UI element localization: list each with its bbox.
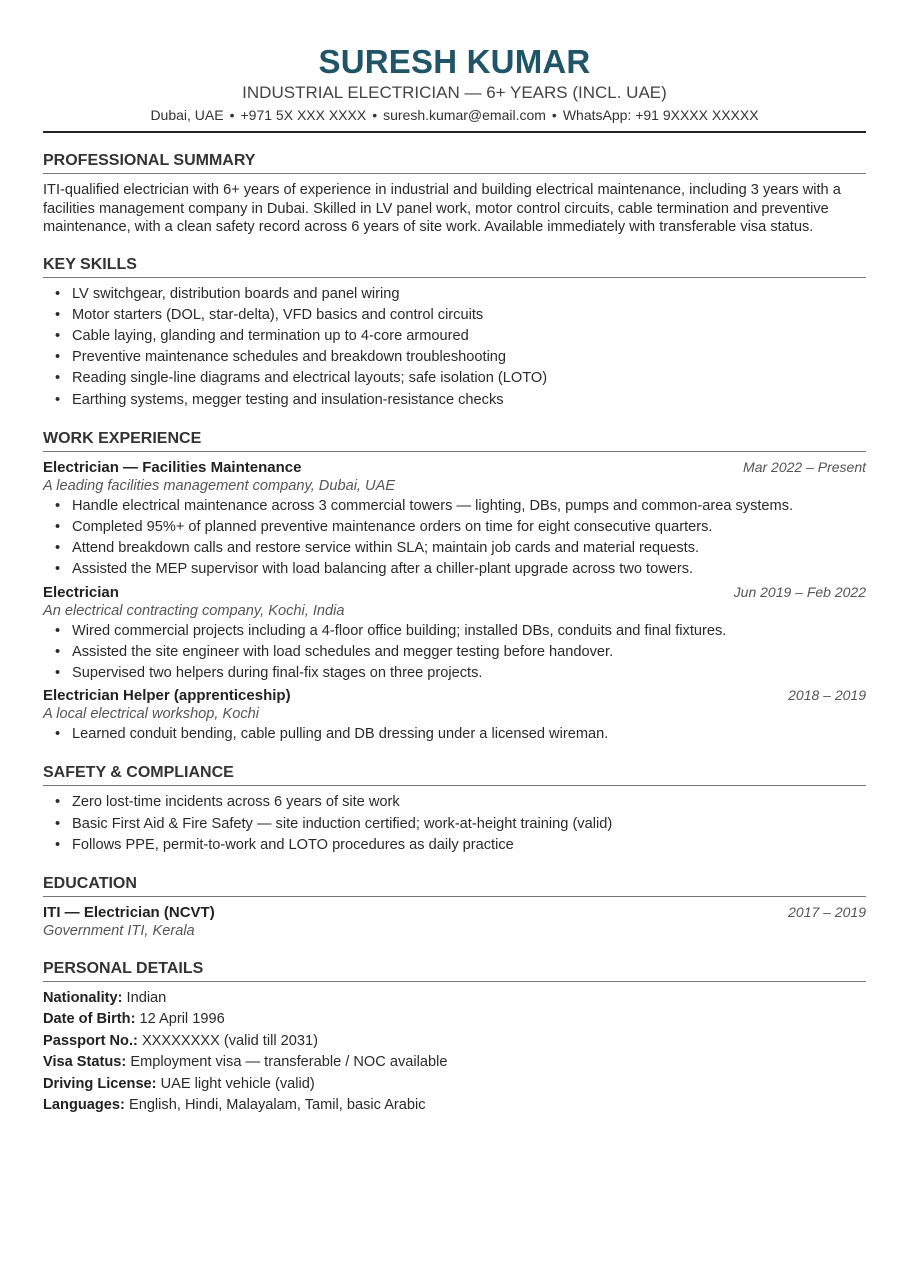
detail-row (43, 1095, 866, 1117)
section-title: PROFESSIONAL SUMMARY (43, 151, 866, 174)
detail-row (43, 1074, 866, 1096)
job-dates: Jun 2019 – Feb 2022 (733, 583, 866, 600)
section-education (43, 874, 866, 941)
job-bullet: • Wired commercial projects including a 4-floor office building; installed DBs, conduits and final fixtures. (43, 621, 866, 642)
contact-separator: • (229, 107, 235, 123)
section-title: EDUCATION (43, 874, 866, 897)
skill-item: • LV switchgear, distribution boards and panel wiring (43, 284, 866, 305)
contact-separator: • (551, 107, 557, 123)
detail-value: Employment visa — transferable / NOC available (130, 1054, 448, 1071)
detail-value: English, Hindi, Malayalam, Tamil, basic Arabic (128, 1097, 426, 1114)
detail-row (43, 1052, 866, 1074)
safety-list (43, 792, 866, 856)
job-bullets (43, 621, 866, 685)
job-title: Electrician — Facilities Maintenance (43, 458, 302, 476)
job-title: Electrician Helper (apprenticeship) (43, 687, 291, 705)
job-bullet: • Supervised two helpers during final-fix stages on three projects. (43, 663, 866, 684)
detail-label: Visa Status: (43, 1054, 127, 1071)
detail-row (43, 1031, 866, 1053)
detail-value: Indian (126, 989, 167, 1006)
safety-item: • Zero lost-time incidents across 6 years of site work (43, 792, 866, 813)
contact-phone: +971 5X XXX XXXX (240, 107, 367, 123)
section-title: KEY SKILLS (43, 255, 866, 278)
degree-title: ITI — Electrician (NCVT) (43, 903, 215, 921)
skill-item: • Motor starters (DOL, star-delta), VFD basics and control circuits (43, 305, 866, 326)
header-divider (43, 131, 866, 133)
job-bullets (43, 496, 866, 581)
section-safety (43, 763, 866, 856)
section-title: PERSONAL DETAILS (43, 959, 866, 982)
education-entry (43, 903, 866, 941)
section-skills (43, 255, 866, 411)
school-name: Government ITI, Kerala (43, 922, 195, 939)
job-bullet: • Learned conduit bending, cable pulling and DB dressing under a licensed wireman. (43, 724, 866, 745)
job-dates: Mar 2022 – Present (743, 458, 866, 475)
job-employer: A local electrical workshop, Kochi (43, 706, 260, 723)
job-employer: An electrical contracting company, Kochi, India (43, 602, 345, 619)
section-personal (43, 959, 866, 1117)
detail-value: UAE light vehicle (valid) (160, 1075, 315, 1092)
skill-item: • Earthing systems, megger testing and insulation-resistance checks (43, 390, 866, 411)
contact-location: Dubai, UAE (150, 107, 224, 123)
section-title: WORK EXPERIENCE (43, 429, 866, 452)
skills-list (43, 284, 866, 411)
contact-separator: • (372, 107, 378, 123)
detail-value: XXXXXXXX (valid till 2031) (141, 1032, 318, 1049)
section-experience (43, 429, 866, 746)
detail-label: Passport No.: (43, 1032, 138, 1049)
contact-email: suresh.kumar@email.com (383, 107, 546, 123)
job-entry (43, 458, 866, 581)
job-dates: 2018 – 2019 (788, 687, 866, 704)
resume-header (43, 42, 866, 133)
section-summary (43, 151, 866, 237)
summary-text: ITI-qualified electrician with 6+ years of experience in industrial and building electrical maintenance, including 3 years with a facilities management company in Dubai. Skilled in LV panel work, motor control circuits, cable termination and preventive maintenance, with a clean safety record across 6 years of site work. Available immediately with transferable visa status. (43, 182, 841, 235)
job-entry (43, 686, 866, 745)
candidate-name: SURESH KUMAR (318, 43, 591, 80)
job-bullet: • Completed 95%+ of planned preventive maintenance orders on time for eight consecutive quarters. (43, 517, 866, 538)
skill-item: • Cable laying, glanding and termination up to 4-core armoured (43, 326, 866, 347)
detail-row (43, 1009, 866, 1031)
candidate-headline: INDUSTRIAL ELECTRICIAN — 6+ YEARS (INCL. UAE) (242, 83, 667, 102)
contact-whatsapp: WhatsApp: +91 9XXXX XXXXX (562, 107, 759, 123)
job-bullet: • Assisted the MEP supervisor with load balancing after a chiller-plant upgrade across two towers. (43, 559, 866, 580)
detail-label: Languages: (43, 1097, 125, 1114)
skill-item: • Reading single-line diagrams and electrical layouts; safe isolation (LOTO) (43, 368, 866, 389)
detail-label: Driving License: (43, 1075, 157, 1092)
safety-item: • Basic First Aid & Fire Safety — site induction certified; work-at-height training (valid) (43, 814, 866, 835)
detail-label: Date of Birth: (43, 1011, 136, 1028)
safety-item: • Follows PPE, permit-to-work and LOTO procedures as daily practice (43, 835, 866, 856)
personal-details-list (43, 988, 866, 1117)
contact-line (43, 105, 866, 125)
job-bullets (43, 724, 866, 745)
detail-value: 12 April 1996 (139, 1011, 225, 1028)
job-bullet: • Assisted the site engineer with load schedules and megger testing before handover. (43, 642, 866, 663)
job-bullet: • Handle electrical maintenance across 3 commercial towers — lighting, DBs, pumps and common-area systems. (43, 496, 866, 517)
job-employer: A leading facilities management company, Dubai, UAE (43, 477, 396, 494)
skill-item: • Preventive maintenance schedules and breakdown troubleshooting (43, 347, 866, 368)
detail-row (43, 988, 866, 1010)
job-title: Electrician (43, 583, 119, 601)
section-title: SAFETY & COMPLIANCE (43, 763, 866, 786)
job-entry (43, 583, 866, 685)
education-dates: 2017 – 2019 (788, 903, 866, 920)
resume-page (43, 0, 866, 1117)
detail-label: Nationality: (43, 989, 123, 1006)
job-bullet: • Attend breakdown calls and restore service within SLA; maintain job cards and material requests. (43, 538, 866, 559)
